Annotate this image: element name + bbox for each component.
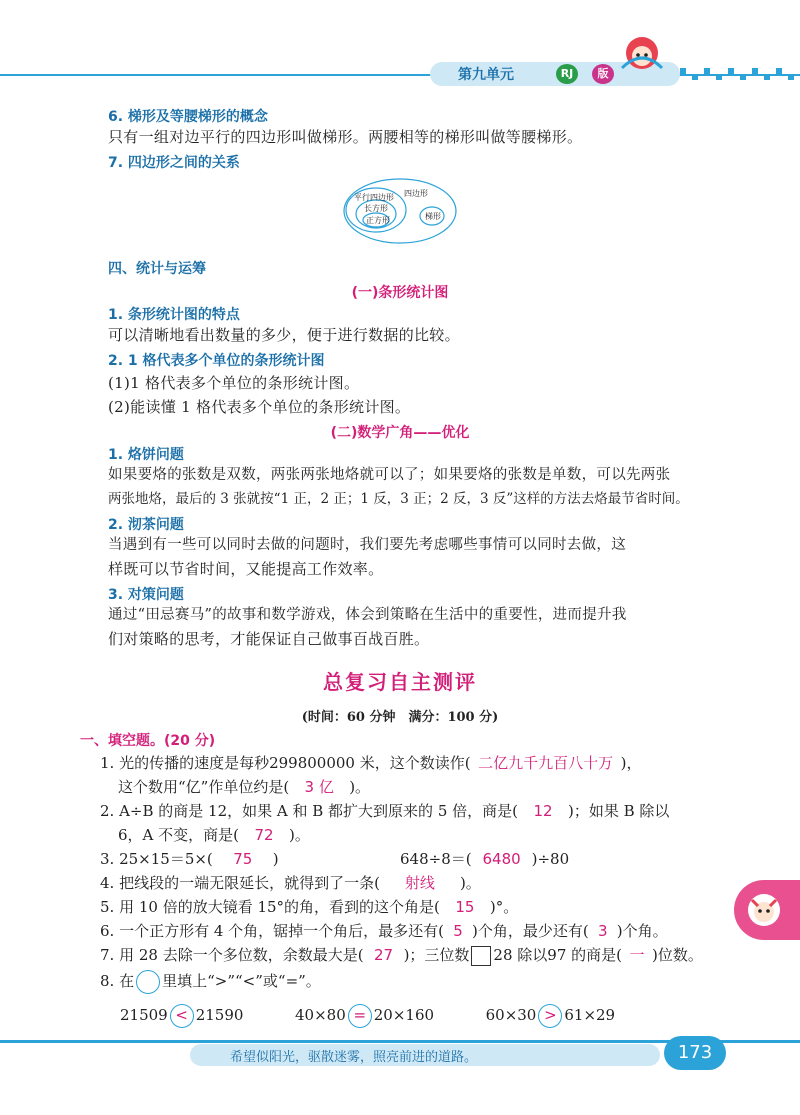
- q7-end: )位数。: [652, 946, 703, 964]
- q5-end: )°。: [489, 898, 519, 916]
- sample-circle: [136, 970, 160, 994]
- mascot-icon: [612, 28, 672, 78]
- q3b-end: )÷80: [531, 850, 570, 868]
- q1-end: )，: [620, 754, 642, 772]
- q7-line: [100, 944, 703, 966]
- q4-line: [100, 872, 481, 893]
- q3a-end: ): [272, 850, 279, 868]
- digit-box[interactable]: [471, 946, 491, 966]
- s7-title: 7. 四边形之间的关系: [108, 155, 240, 171]
- q3a-answer[interactable]: 75: [233, 850, 253, 868]
- q3b-answer[interactable]: 6480: [482, 850, 521, 868]
- q1b-answer[interactable]: 3 亿: [304, 778, 334, 796]
- q1b-end: )。: [349, 778, 371, 796]
- q4-text: 4. 把线段的一端无限延长，就得到了一条(: [100, 874, 380, 892]
- q7c-answer[interactable]: 一: [629, 946, 645, 964]
- b2-line1: (1)1 格代表多个单位的条形统计图。: [108, 374, 360, 392]
- q6b-text: )个角，最少还有(: [472, 922, 589, 940]
- q2b-text: 6，A 不变，商是(: [118, 826, 239, 844]
- cmp1-symbol[interactable]: <: [170, 1004, 194, 1028]
- diagram-parallelogram: 平行四边形: [354, 193, 394, 202]
- test-title: 总复习自主测评: [323, 670, 477, 694]
- diagram-quadrilateral: 四边形: [404, 189, 428, 198]
- q2-line2: [118, 824, 310, 845]
- q5-answer[interactable]: 15: [455, 898, 475, 916]
- cmp3-symbol[interactable]: >: [538, 1004, 562, 1028]
- unit-title: 第九单元: [458, 67, 514, 83]
- quadrilateral-diagram: [340, 176, 460, 246]
- q2b-answer[interactable]: 72: [254, 826, 274, 844]
- c2-line2: 样既可以节省时间，又能提高工作效率。: [108, 560, 384, 578]
- q5-line: [100, 896, 518, 917]
- q3b-line: [400, 848, 569, 869]
- checker-decoration: [680, 66, 800, 82]
- footer-motto: 希望似阳光，驱散迷雾，照亮前进的道路。: [230, 1050, 478, 1065]
- cmp3-right: 61×29: [564, 1006, 616, 1024]
- q8-line: [100, 970, 321, 994]
- q1b-text: 这个数用“亿”作单位约是(: [118, 778, 290, 796]
- q7b-text: )；三位数: [403, 946, 470, 964]
- b1-text: 可以清晰地看出数量的多少，便于进行数据的比较。: [108, 326, 460, 344]
- c1-title: 1. 烙饼问题: [108, 447, 184, 463]
- q2-end: )；如果 B 除以: [568, 802, 670, 820]
- q1-line2: [118, 776, 370, 797]
- cmp3-left: 60×30: [485, 1006, 537, 1024]
- mascot-face-icon: [744, 890, 784, 930]
- q4-end: )。: [459, 874, 481, 892]
- b2-line2: (2)能读懂 1 格代表多个单位的条形统计图。: [108, 398, 411, 416]
- q4-answer[interactable]: 射线: [404, 874, 435, 892]
- q8-end: 里填上“>”“<”或“=”。: [162, 972, 321, 990]
- c1-line2: 两张地烙，最后的 3 张就按“1 正，2 正；1 反，3 正；2 反，3 反”这样的方法去烙最节省时间。: [108, 491, 689, 507]
- sub1-title: (一)条形统计图: [351, 285, 449, 301]
- q6b-answer[interactable]: 3: [597, 922, 608, 940]
- q6a-text: 6. 一个正方形有 4 个角，锯掉一个角后，最多还有(: [100, 922, 445, 940]
- q3b-text: 648÷8＝(: [400, 850, 472, 868]
- q2-text: 2. A÷B 的商是 12，如果 A 和 B 都扩大到原来的 5 倍，商是(: [100, 802, 518, 820]
- q2-answer[interactable]: 12: [533, 802, 553, 820]
- q3a-text: 3. 25×15＝5×(: [100, 850, 213, 868]
- compare-row: [120, 1004, 615, 1028]
- q2b-end: )。: [289, 826, 310, 844]
- side-tab: [734, 880, 800, 940]
- q6-end: )个角。: [616, 922, 668, 940]
- q2-line1: [100, 800, 669, 821]
- diagram-square: 正方形: [366, 216, 390, 225]
- test-time: (时间：60 分钟 满分：100 分): [301, 710, 499, 725]
- c3-line1: 通过“田忌赛马”的故事和数学游戏，体会到策略在生活中的重要性，进而提升我: [108, 607, 627, 623]
- sub2-title: (二)数学广角——优化: [330, 425, 470, 441]
- cmp1-left: 21509: [120, 1006, 168, 1024]
- q6-line: [100, 920, 668, 941]
- c2-line1: 当遇到有一些可以同时去做的问题时，我们要先考虑哪些事情可以同时去做，这: [108, 537, 626, 553]
- cmp2-symbol[interactable]: =: [348, 1004, 372, 1028]
- s6-title: 6. 梯形及等腰梯形的概念: [108, 109, 268, 125]
- b1-title: 1. 条形统计图的特点: [108, 307, 240, 323]
- q1-text: 1. 光的传播的速度是每秒299800000 米，这个数读作(: [100, 754, 471, 772]
- edition-badge: 版: [592, 64, 614, 84]
- cmp1-right: 21590: [195, 1006, 244, 1024]
- c3-title: 3. 对策问题: [108, 587, 184, 603]
- q3-line: [100, 848, 279, 869]
- c1-line1: 如果要烙的张数是双数，两张两张地烙就可以了；如果要烙的张数是单数，可以先两张: [108, 467, 671, 483]
- q5-text: 5. 用 10 倍的放大镜看 15°的角，看到的这个角是(: [100, 898, 440, 916]
- part1-title: 一、填空题。(20 分): [80, 733, 216, 749]
- cmp2-left: 40×80: [295, 1006, 346, 1024]
- q8-text: 8. 在: [100, 972, 135, 990]
- page-number: 173: [664, 1036, 726, 1070]
- c3-line2: 们对策略的思考，才能保证自己做事百战百胜。: [108, 630, 430, 648]
- part4-title: 四、统计与运筹: [108, 261, 206, 277]
- s6-text: 只有一组对边平行的四边形叫做梯形。两腰相等的梯形叫做等腰梯形。: [108, 128, 583, 146]
- q7a-text: 7. 用 28 去除一个多位数，余数最大是(: [100, 946, 364, 964]
- q1-line1: [100, 752, 641, 773]
- q6a-answer[interactable]: 5: [453, 922, 463, 940]
- b2-title: 2. 1 格代表多个单位的条形统计图: [108, 353, 325, 369]
- diagram-rectangle: 长方形: [364, 204, 388, 213]
- cmp2-right: 20×160: [373, 1006, 435, 1024]
- diagram-trapezoid: 梯形: [425, 212, 441, 221]
- q1-answer[interactable]: 二亿九千九百八十万: [478, 754, 614, 772]
- c2-title: 2. 沏茶问题: [108, 517, 184, 533]
- q7a-answer[interactable]: 27: [374, 946, 394, 964]
- rj-badge: RJ: [556, 64, 578, 84]
- q7c-text: 28 除以97 的商是(: [493, 946, 622, 964]
